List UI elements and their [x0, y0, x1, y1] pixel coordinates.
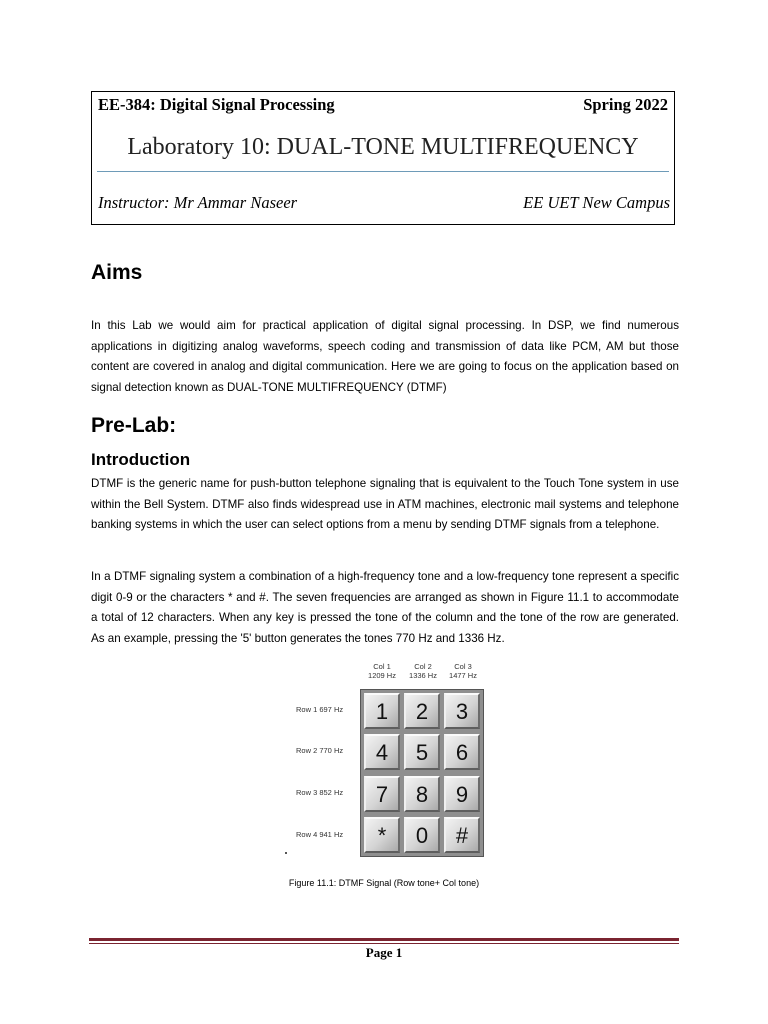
keypad-grid — [360, 689, 484, 857]
row-label-3: Row 3 852 Hz — [296, 788, 344, 797]
figure-caption: Figure 11.1: DTMF Signal (Row tone+ Col tone) — [288, 878, 480, 888]
row-label-4: Row 4 941 Hz — [296, 830, 344, 839]
key-5: 5 — [404, 734, 440, 770]
key-hash: # — [444, 817, 480, 853]
col-header-2 — [403, 662, 443, 680]
key-6: 6 — [444, 734, 480, 770]
page-number: Page 1 — [365, 945, 403, 960]
col-header-3 — [443, 662, 483, 680]
key-4: 4 — [364, 734, 400, 770]
col-header-1 — [362, 662, 402, 680]
col-label: Col 1 — [373, 662, 391, 671]
footer-rule-thick — [89, 938, 679, 941]
prelab-heading: Pre-Lab: — [91, 414, 177, 437]
col-label: Col 2 — [414, 662, 432, 671]
intro-paragraph-2: In a DTMF signaling system a combination of a high-frequency tone and a low-frequency tone represent a specific digit 0-9 or the characters * and #. The seven frequencies are arranged as shown in Figure 11.1 to accommodate a total of 12 characters. When any key is pressed the tone of the column and the tone of the row are generated. As an example, pressing the '5' button generates the tones 770 Hz and 1336 Hz. — [91, 570, 679, 645]
lab-title: Laboratory 10: DUAL-TONE MULTIFREQUENCY — [127, 134, 639, 160]
introduction-heading: Introduction — [91, 450, 191, 469]
footer-rule-thin — [89, 943, 679, 944]
lab-header-box — [91, 91, 675, 225]
row-label-2: Row 2 770 Hz — [296, 746, 344, 755]
dtmf-keypad-figure — [296, 662, 486, 858]
col-freq: 1477 Hz — [449, 671, 477, 680]
key-9: 9 — [444, 776, 480, 812]
campus-name: EE UET New Campus — [523, 193, 670, 212]
course-row — [98, 95, 668, 117]
row-label-1: Row 1 697 Hz — [296, 705, 344, 714]
col-label: Col 3 — [454, 662, 472, 671]
instructor-name: Instructor: Mr Ammar Naseer — [98, 193, 298, 212]
stray-dot — [285, 852, 287, 854]
key-0: 0 — [404, 817, 440, 853]
key-star: * — [364, 817, 400, 853]
instructor-row — [98, 193, 670, 215]
col-freq: 1336 Hz — [409, 671, 437, 680]
key-1: 1 — [364, 693, 400, 729]
course-title: EE-384: Digital Signal Processing — [98, 95, 335, 114]
col-freq: 1209 Hz — [368, 671, 396, 680]
key-7: 7 — [364, 776, 400, 812]
aims-heading: Aims — [91, 261, 143, 284]
key-2: 2 — [404, 693, 440, 729]
aims-paragraph: In this Lab we would aim for practical application of digital signal processing. In DSP, we find numerous applications in digitizing analog waveforms, speech coding and transmission of data like PCM, AM but those content are covered in analog and digital communication. Here we are going to focus on the application based on signal detection known as DUAL-TONE MULTIFREQUENCY (DTMF) — [91, 319, 679, 394]
key-8: 8 — [404, 776, 440, 812]
intro-paragraph-1: DTMF is the generic name for push-button telephone signaling that is equivalent to the Touch Tone system in use within the Bell System. DTMF also finds widespread use in ATM machines, electronic mail systems and telephone banking systems in which the user can select options from a menu by sending DTMF signals from a telephone. — [91, 477, 679, 531]
header-divider — [97, 171, 669, 172]
key-3: 3 — [444, 693, 480, 729]
term-label: Spring 2022 — [583, 95, 668, 114]
